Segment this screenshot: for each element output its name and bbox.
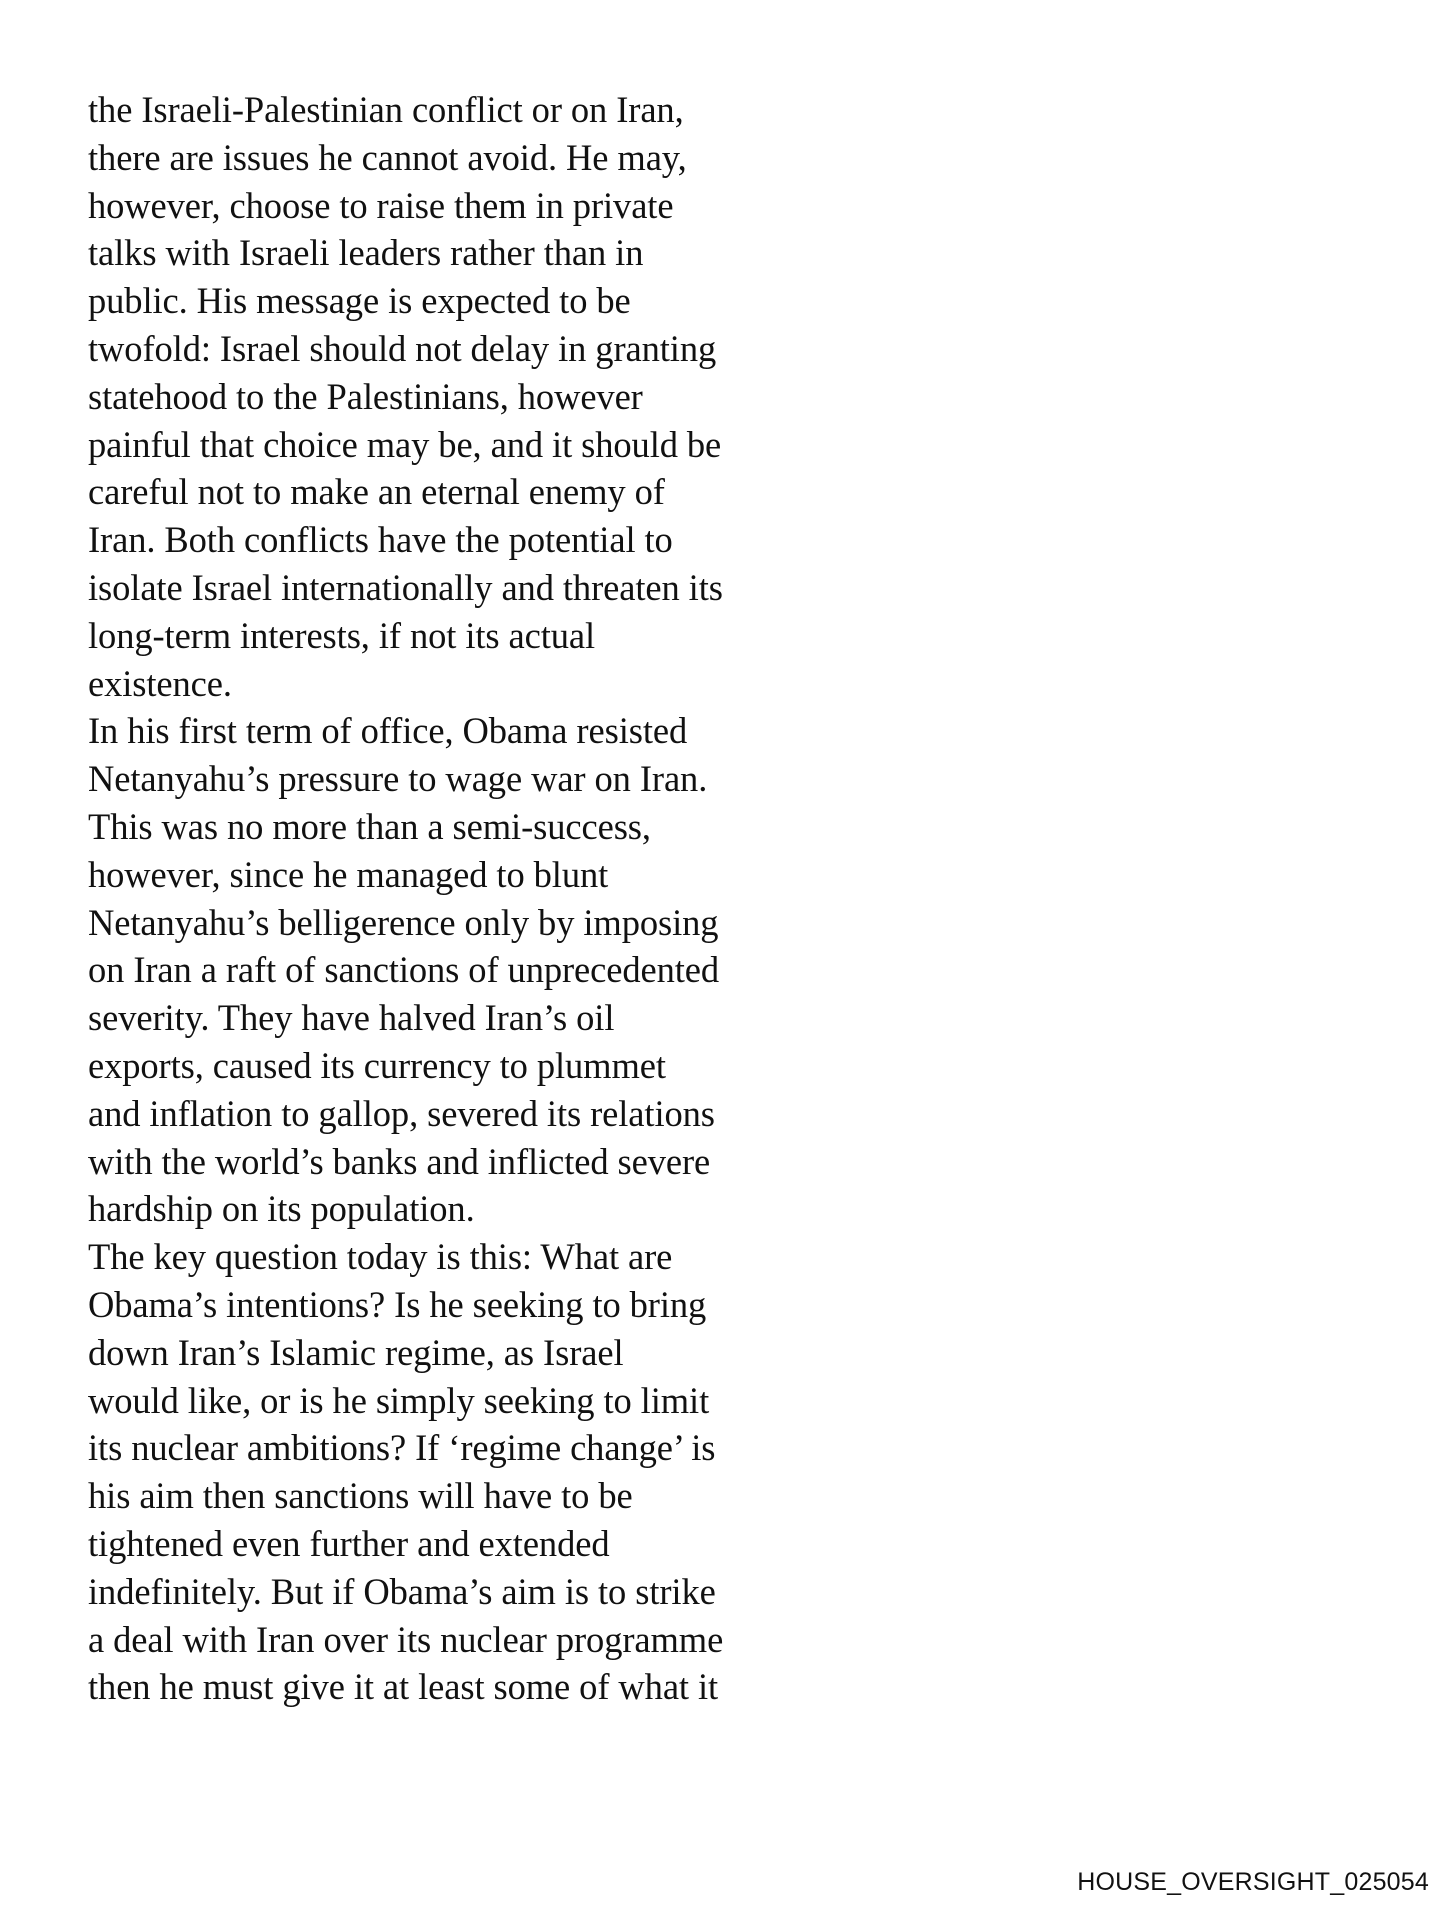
text-line: talks with Israeli leaders rather than in — [88, 232, 644, 274]
text-line: tightened even further and extended — [88, 1522, 610, 1564]
text-line: there are issues he cannot avoid. He may, — [88, 136, 687, 178]
text-line: the Israeli-Palestinian conflict or on Iran, — [88, 89, 684, 130]
text-line: its nuclear ambitions? If ‘regime change’ is — [88, 1427, 716, 1469]
text-line: Obama’s intentions? Is he seeking to bring — [88, 1283, 707, 1325]
text-line: long-term interests, if not its actual — [88, 614, 596, 656]
text-line: would like, or is he simply seeking to limit — [88, 1379, 710, 1421]
text-line: public. His message is expected to be — [88, 280, 631, 322]
text-line: then he must give it at least some of what it — [88, 1666, 719, 1708]
text-line: on Iran a raft of sanctions of unprecedented — [88, 949, 720, 991]
text-line: his aim then sanctions will have to be — [88, 1475, 633, 1517]
text-line: a deal with Iran over its nuclear programme — [88, 1618, 724, 1660]
bates-number: HOUSE_OVERSIGHT_025054 — [1077, 1868, 1429, 1896]
text-line: twofold: Israel should not delay in granting — [88, 327, 717, 369]
text-line: indefinitely. But if Obama’s aim is to strike — [88, 1570, 716, 1612]
text-line: The key question today is this: What are — [88, 1236, 673, 1278]
text-line: with the world’s banks and inflicted severe — [88, 1140, 711, 1182]
text-line: down Iran’s Islamic regime, as Israel — [88, 1331, 624, 1373]
text-line: exports, caused its currency to plummet — [88, 1044, 666, 1086]
text-line: statehood to the Palestinians, however — [88, 375, 643, 417]
text-line: however, choose to raise them in private — [88, 184, 674, 226]
text-line: however, since he managed to blunt — [88, 853, 609, 895]
text-line: This was no more than a semi-success, — [88, 805, 651, 847]
text-line: painful that choice may be, and it should be — [88, 423, 722, 465]
text-line: and inflation to gallop, severed its relations — [88, 1092, 715, 1134]
text-line: careful not to make an eternal enemy of — [88, 471, 665, 513]
text-line: Netanyahu’s pressure to wage war on Iran. — [88, 758, 708, 800]
text-line: severity. They have halved Iran’s oil — [88, 997, 615, 1039]
text-line: In his first term of office, Obama resisted — [88, 710, 688, 752]
text-line: Iran. Both conflicts have the potential to — [88, 519, 673, 561]
text-line: hardship on its population. — [88, 1188, 475, 1230]
text-line: existence. — [88, 662, 232, 704]
text-line: isolate Israel internationally and threaten its — [88, 566, 723, 608]
body-text — [88, 86, 988, 1711]
text-line: Netanyahu’s belligerence only by imposing — [88, 901, 719, 943]
